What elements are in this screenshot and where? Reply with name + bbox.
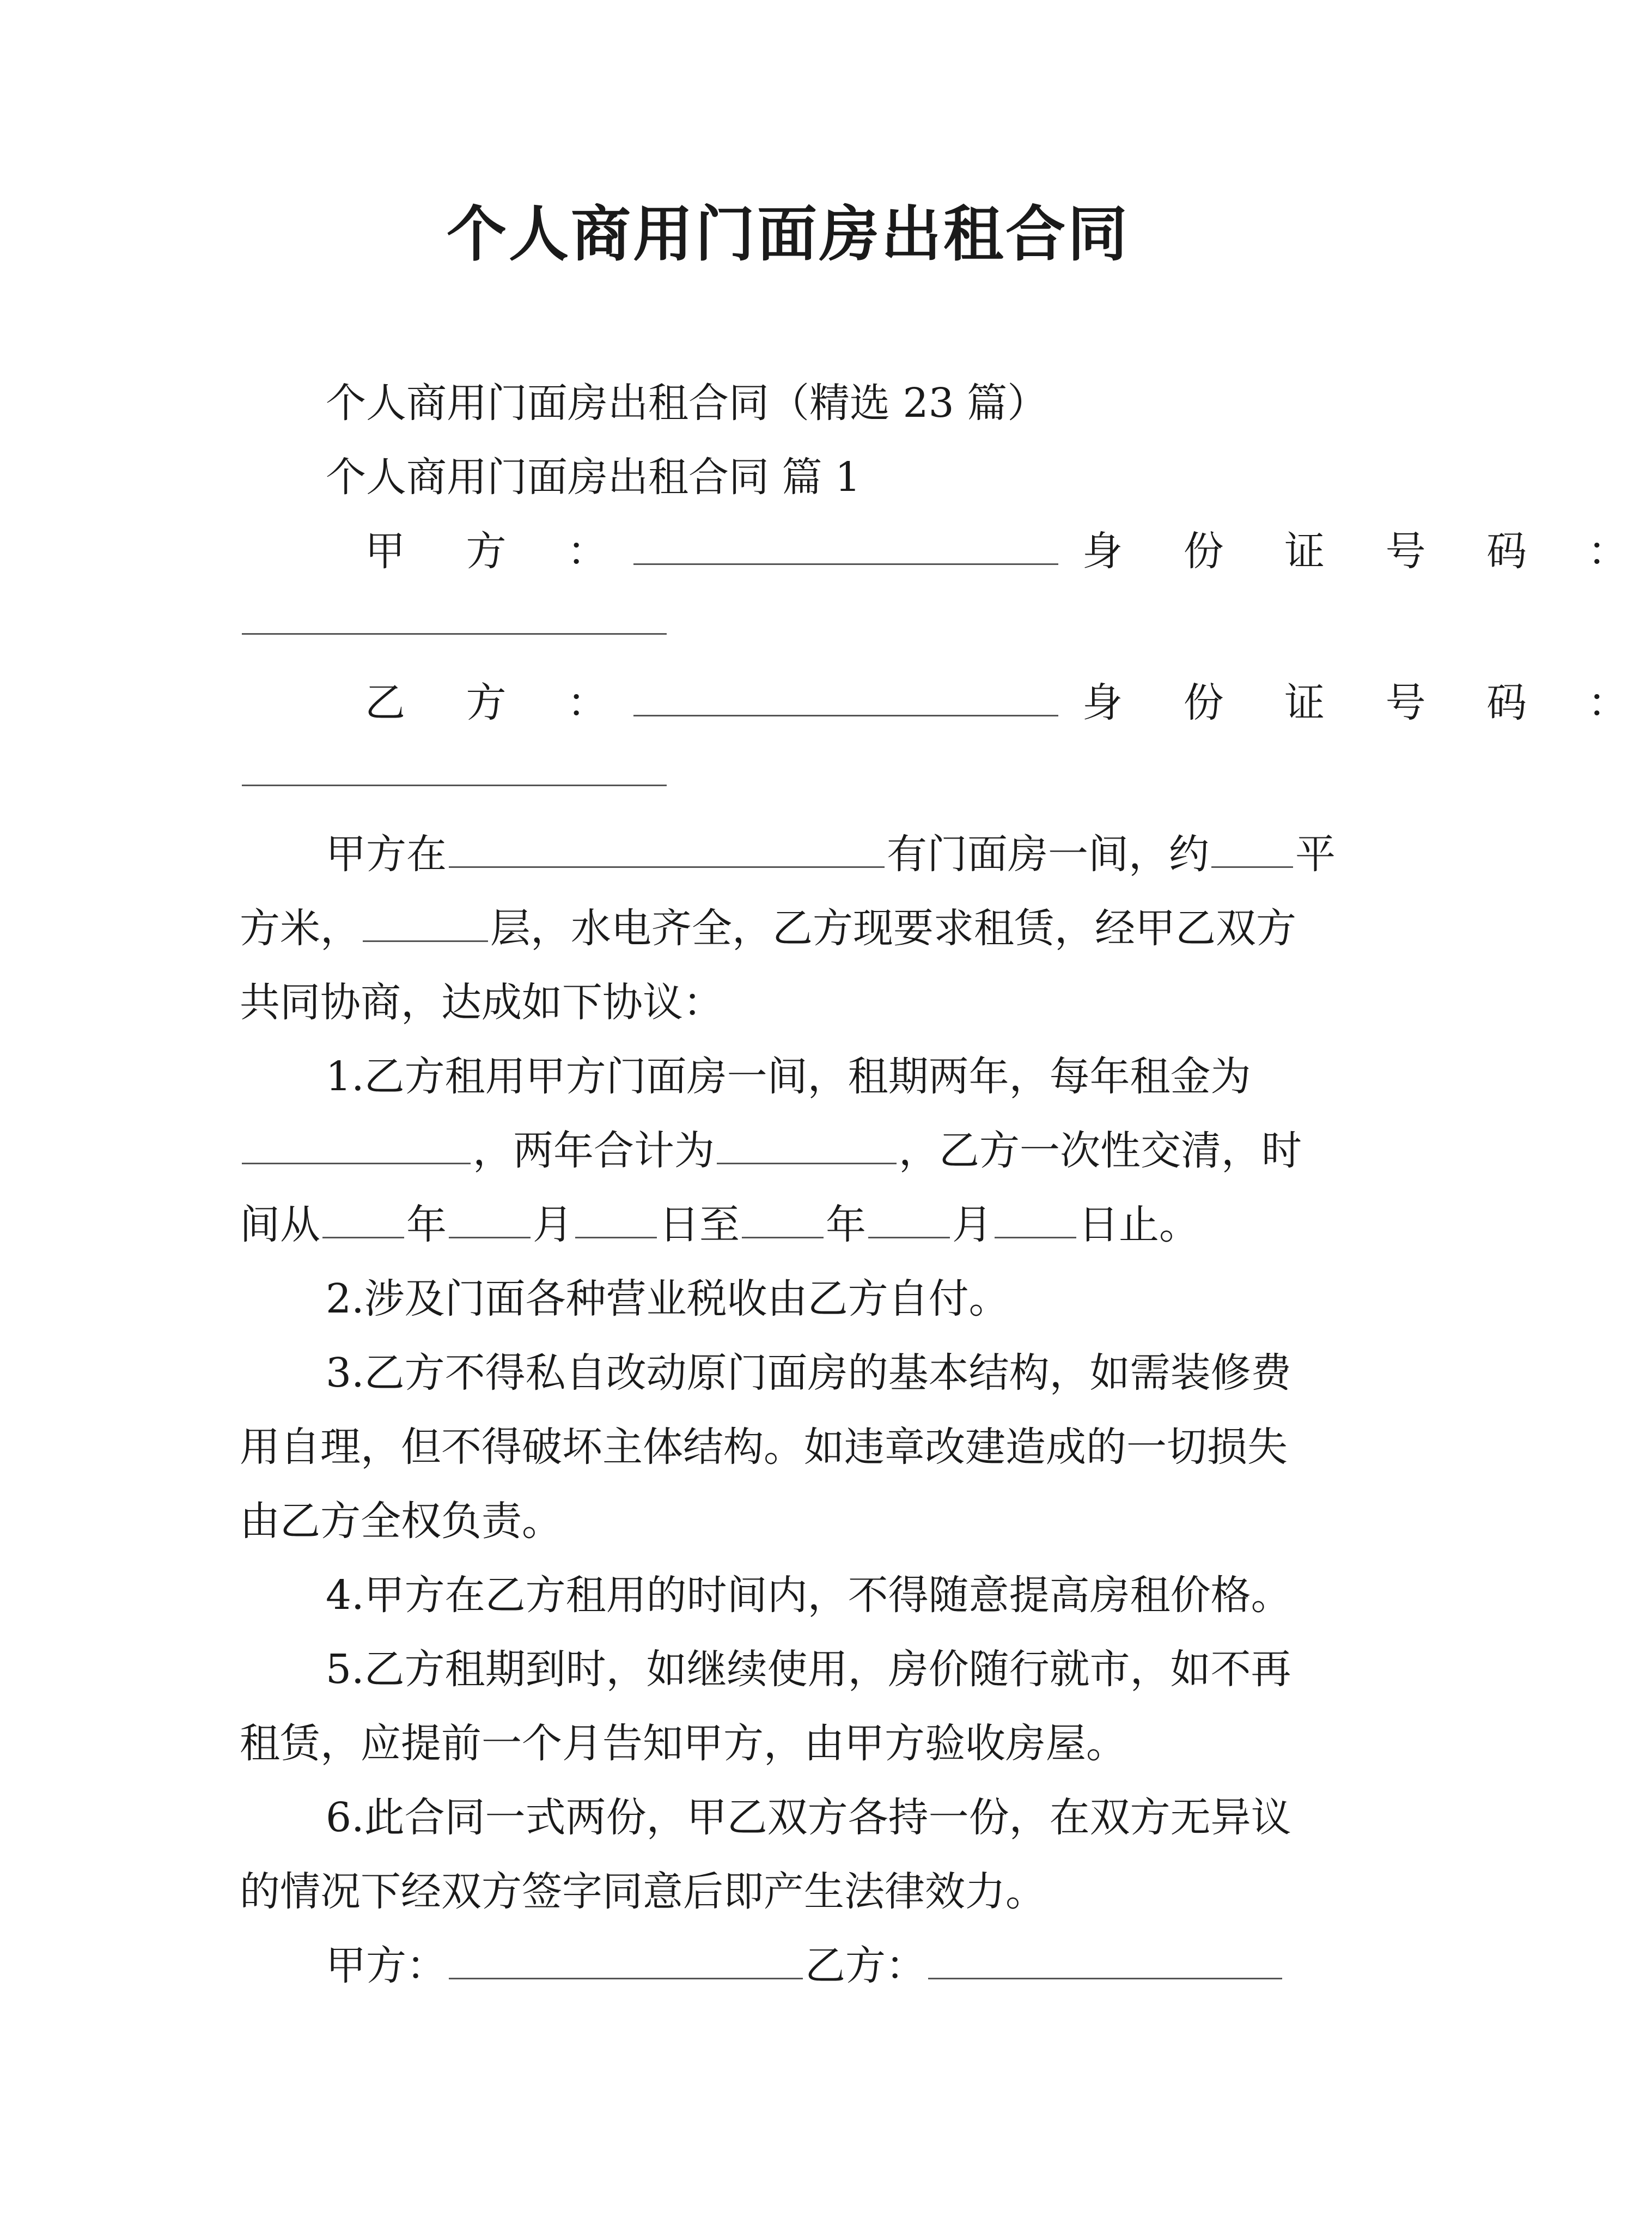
- clause-4: 4.甲方在乙方租用的时间内，不得随意提高房租价格。: [326, 1572, 1291, 1619]
- party-a-row: [365, 524, 1652, 579]
- clause-6-line-2: 的情况下经双方签字同意后即产生法律效力。: [240, 1868, 1046, 1915]
- clause-3-line-2: 用自理，但不得破坏主体结构。如违章改建造成的一切损失: [240, 1424, 1288, 1471]
- intro-text: 甲方在: [326, 831, 447, 878]
- clause-6-line-1: 6.此合同一式两份，甲乙双方各持一份，在双方无异议: [326, 1794, 1291, 1841]
- area-blank[interactable]: [1211, 828, 1293, 868]
- location-blank[interactable]: [449, 828, 885, 868]
- clause-text: 月: [952, 1201, 992, 1248]
- party-b-id-blank[interactable]: [242, 746, 667, 786]
- party-b-name-blank[interactable]: [633, 677, 1058, 716]
- signature-a-blank[interactable]: [449, 1940, 803, 1979]
- clause-text: 日至: [659, 1201, 740, 1248]
- signature-b-blank[interactable]: [928, 1940, 1282, 1979]
- signature-b-label: 乙方：: [805, 1942, 926, 1989]
- intro-text: 方米，: [240, 905, 361, 952]
- party-b-label: 乙 方 ：: [365, 679, 632, 726]
- floor-blank[interactable]: [363, 902, 488, 942]
- clause-text: ，乙方一次性交清，时: [899, 1127, 1302, 1174]
- total-rent-blank[interactable]: [717, 1125, 897, 1164]
- intro-line-3: 共同协商，达成如下协议：: [240, 979, 723, 1026]
- intro-text: 层，水电齐全，乙方现要求租赁，经甲乙双方: [490, 905, 1296, 952]
- end-year-blank[interactable]: [742, 1199, 824, 1238]
- clause-1-line-2: [240, 1123, 1302, 1178]
- section-heading: 个人商用门面房出租合同 篇 1: [326, 454, 861, 501]
- clause-1-line-1: 1.乙方租用甲方门面房一间，租期两年，每年租金为: [326, 1053, 1251, 1100]
- clause-2: 2.涉及门面各种营业税收由乙方自付。: [326, 1275, 1009, 1322]
- intro-text: 平: [1295, 831, 1336, 878]
- intro-line-2: [240, 901, 1296, 956]
- intro-line-1: [326, 827, 1336, 882]
- end-month-blank[interactable]: [868, 1199, 950, 1238]
- clause-text: 月: [533, 1201, 573, 1248]
- party-b-id-row: [240, 745, 669, 800]
- clause-text: 年: [826, 1201, 866, 1248]
- start-month-blank[interactable]: [449, 1199, 531, 1238]
- start-year-blank[interactable]: [322, 1199, 404, 1238]
- end-day-blank[interactable]: [995, 1199, 1076, 1238]
- signature-a-label: 甲方：: [326, 1942, 447, 1989]
- party-b-id-label: 身 份 证 号 码 ：: [1082, 679, 1652, 726]
- clause-text: 年: [406, 1201, 447, 1248]
- clause-text: 日止。: [1078, 1201, 1199, 1248]
- party-a-name-blank[interactable]: [633, 525, 1058, 565]
- party-a-id-label: 身 份 证 号 码 ：: [1082, 528, 1652, 575]
- clause-3-line-3: 由乙方全权负责。: [240, 1498, 562, 1545]
- party-b-row: [365, 676, 1652, 730]
- clause-5-line-1: 5.乙方租期到时，如继续使用，房价随行就市，如不再: [326, 1646, 1291, 1693]
- clause-3-line-1: 3.乙方不得私自改动原门面房的基本结构，如需装修费: [326, 1350, 1291, 1396]
- clause-1-line-3: [240, 1198, 1199, 1252]
- clause-5-line-2: 租赁，应提前一个月告知甲方，由甲方验收房屋。: [240, 1720, 1126, 1767]
- party-a-label: 甲 方 ：: [365, 528, 632, 575]
- start-day-blank[interactable]: [575, 1199, 657, 1238]
- document-title: 个人商用门面房出租合同: [447, 199, 1130, 269]
- intro-text: 有门面房一间，约: [887, 831, 1209, 878]
- party-a-id-row: [240, 594, 669, 648]
- clause-text: 间从: [240, 1201, 320, 1248]
- signature-row: [326, 1939, 1284, 1993]
- clause-text: ，两年合计为: [473, 1127, 715, 1174]
- annual-rent-blank[interactable]: [242, 1125, 471, 1164]
- subtitle: 个人商用门面房出租合同（精选 23 篇）: [326, 380, 1048, 427]
- party-a-id-blank[interactable]: [242, 595, 667, 635]
